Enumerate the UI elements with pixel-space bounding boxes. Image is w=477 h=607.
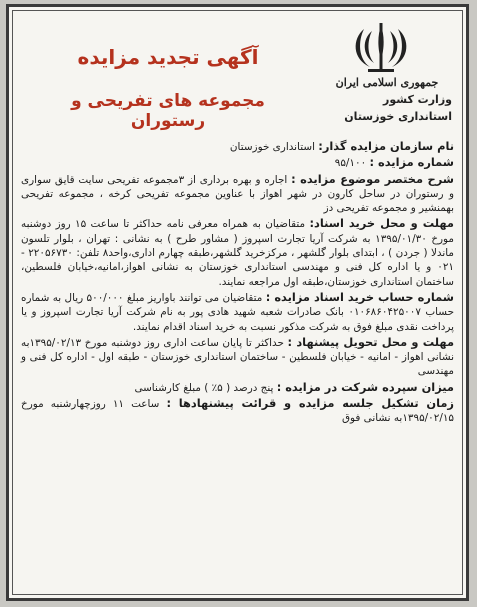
section-text: حداکثر تا پایان ساعت اداری روز دوشنبه مورخ ۱۳۹۵/۰۲/۱۳به نشانی اهواز - امانیه - خیابان فلسطین - ساختمان استانداری خوزستان - طبقه اول - اداره کل فنی و مهندسی	[21, 336, 454, 378]
section-label: زمان تشکیل جلسه مزایده و قرائت پیشنهادها :	[166, 396, 454, 411]
governorate-name: استانداری خوزستان	[344, 110, 452, 123]
ministry-name: وزارت کشور	[383, 93, 452, 106]
section-label: شماره حساب خرید اسناد مزایده :	[265, 289, 454, 304]
section-label: نام سازمان مزایده گذار:	[318, 139, 454, 153]
ad-body	[21, 139, 454, 427]
deposit-section	[21, 380, 454, 395]
ad-header	[13, 11, 462, 133]
account-number-section	[21, 290, 454, 334]
section-text: اجاره و بهره برداری از ۳مجموعه تفریحی سایت قایق سواری و رستوران در ساحل کارون در شهر اهواز با عناوین مجموعه تفریحی کرخه ، مجموعه تفریحی بهمنشیر و مجموعه تفریحی دز	[21, 173, 454, 215]
purchase-deadline-section	[21, 216, 454, 288]
section-text: ساعت ۱۱ روزچهارشنبه مورخ ۱۳۹۵/۰۲/۱۵به نشانی فوق	[21, 398, 454, 425]
ad-subtitle: مجموعه های تفریحی و رستوران	[71, 91, 265, 131]
ad-title: آگهی تجدید مزایده	[77, 45, 259, 69]
clipping-border	[12, 10, 463, 595]
section-label: شرح مختصر موضوع مزایده :	[291, 171, 454, 186]
section-text: پنج درصد ( ۵٪ ) مبلغ کارشناسی	[134, 381, 277, 394]
section-label: مهلت و محل خرید اسناد:	[309, 216, 454, 231]
subject-section	[21, 172, 454, 216]
newspaper-clipping	[6, 4, 469, 601]
section-text: استانداری خوزستان	[229, 141, 319, 153]
section-label: میزان سپرده شرکت در مزایده :	[276, 379, 454, 394]
section-text: ۹۵/۱۰۰	[334, 157, 370, 170]
submission-deadline-section	[21, 335, 454, 379]
country-name: جمهوری اسلامی ایران	[335, 76, 439, 89]
section-label: شماره مزایده :	[369, 155, 454, 170]
auction-number-section	[21, 155, 454, 170]
section-text: متقاضیان می توانند باواریز مبلغ ۵۰۰/۰۰۰ ریال به شماره حساب ۰۱۰۶۸۶۰۴۲۵۰۰۷ بانک صادرات شعبه شهید هادی پور به نام شرکت آریا تجارت اسپروز و یا پرداخت نقدی مبلغ فوق به شرکت مذکور نسبت به خرید اسناد اقدام نمایند.	[21, 291, 454, 333]
section-label: مهلت و محل تحویل پیشنهاد :	[287, 334, 455, 349]
organizer-section	[21, 139, 454, 154]
session-time-section	[21, 396, 454, 426]
iran-emblem-icon	[350, 21, 412, 77]
section-text: متقاضیان به همراه معرفی نامه حداکثر تا ساعت ۱۵ روز دوشنبه مورخ ۱۳۹۵/۰۱/۳۰ به شرکت آریا تجارت اسپروز ( مشاور طرح ) به نشانی : تهران ، بلوار تلسون ماندلا ( جردن ) ، ابتدای بلوار گلشهر ، مرکزخرید گلشهر،طبقه چهارم اداری،واحد۸ تلفن: ۲۲۰۵۶۷۳۰ - ۰۲۱ و یا اداره کل فنی و مهندسی استانداری خوزستان به نشانی اهواز،امانیه،خیابان فلسطین، ساختمان استانداری خوزستان،طبقه اول مراجعه نمایند.	[21, 218, 454, 288]
